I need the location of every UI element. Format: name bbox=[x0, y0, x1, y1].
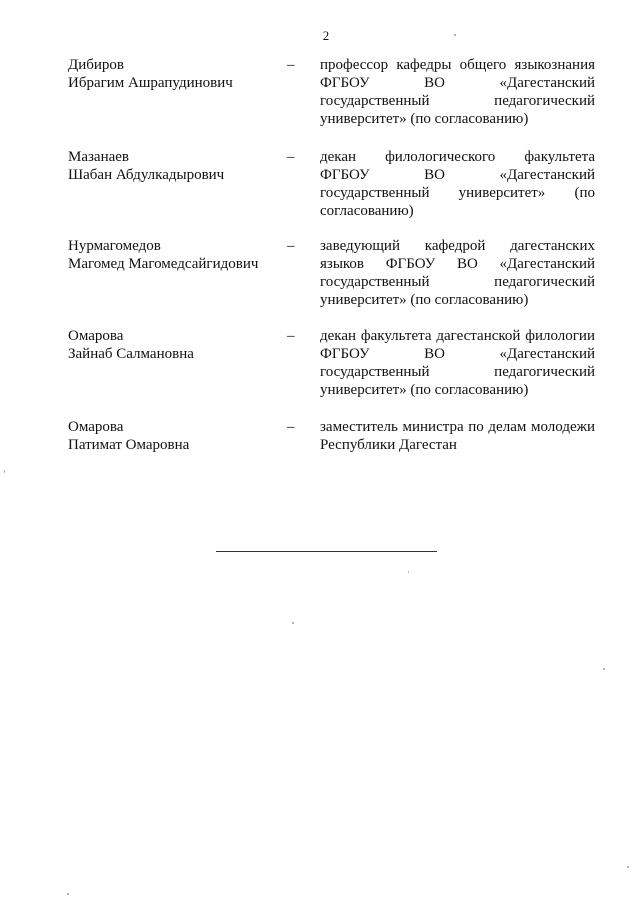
scan-speck bbox=[454, 34, 456, 36]
page-number: 2 bbox=[322, 28, 330, 43]
member-given-names: Патимат Омаровна bbox=[68, 437, 190, 453]
scan-speck bbox=[603, 668, 605, 670]
dash-separator: – bbox=[287, 149, 295, 165]
member-name bbox=[68, 327, 288, 363]
member-surname: Омарова bbox=[68, 328, 124, 344]
member-position: заведующий кафедрой дагестанских языков ФГБОУ ВО «Дагестанский государственный педагогический университет» (по согласованию) bbox=[320, 238, 595, 308]
member-position: декан филологического факультета ФГБОУ ВО «Дагестанский государственный университет» (по согласованию) bbox=[320, 149, 595, 219]
member-position: заместитель министра по делам молодежи Республики Дагестан bbox=[320, 419, 595, 453]
dash-separator: – bbox=[287, 57, 295, 73]
closing-rule bbox=[216, 551, 437, 552]
scan-speck bbox=[292, 622, 294, 624]
scan-speck bbox=[67, 893, 69, 895]
scan-speck bbox=[4, 470, 5, 473]
member-name bbox=[68, 56, 288, 92]
member-given-names: Магомед Магомедсайгидович bbox=[68, 256, 259, 272]
member-name bbox=[68, 148, 288, 184]
member-given-names: Ибрагим Ашрапудинович bbox=[68, 75, 233, 91]
member-surname: Нурмагомедов bbox=[68, 238, 161, 254]
member-given-names: Зайнаб Салмановна bbox=[68, 346, 194, 362]
member-name bbox=[68, 418, 288, 454]
member-position: профессор кафедры общего языкознания ФГБОУ ВО «Дагестанский государственный педагогический университет» (по согласованию) bbox=[320, 57, 595, 127]
member-surname: Мазанаев bbox=[68, 149, 130, 165]
member-surname: Дибиров bbox=[68, 57, 125, 73]
member-name bbox=[68, 237, 288, 273]
dash-separator: – bbox=[287, 238, 295, 254]
member-surname: Омарова bbox=[68, 419, 124, 435]
member-position: декан факультета дагестанской филологии ФГБОУ ВО «Дагестанский государственный педагогический университет» (по согласованию) bbox=[320, 328, 595, 398]
dash-separator: – bbox=[287, 419, 295, 435]
member-given-names: Шабан Абдулкадырович bbox=[68, 167, 225, 183]
scan-speck bbox=[408, 571, 409, 573]
scan-speck bbox=[627, 866, 629, 868]
dash-separator: – bbox=[287, 328, 295, 344]
